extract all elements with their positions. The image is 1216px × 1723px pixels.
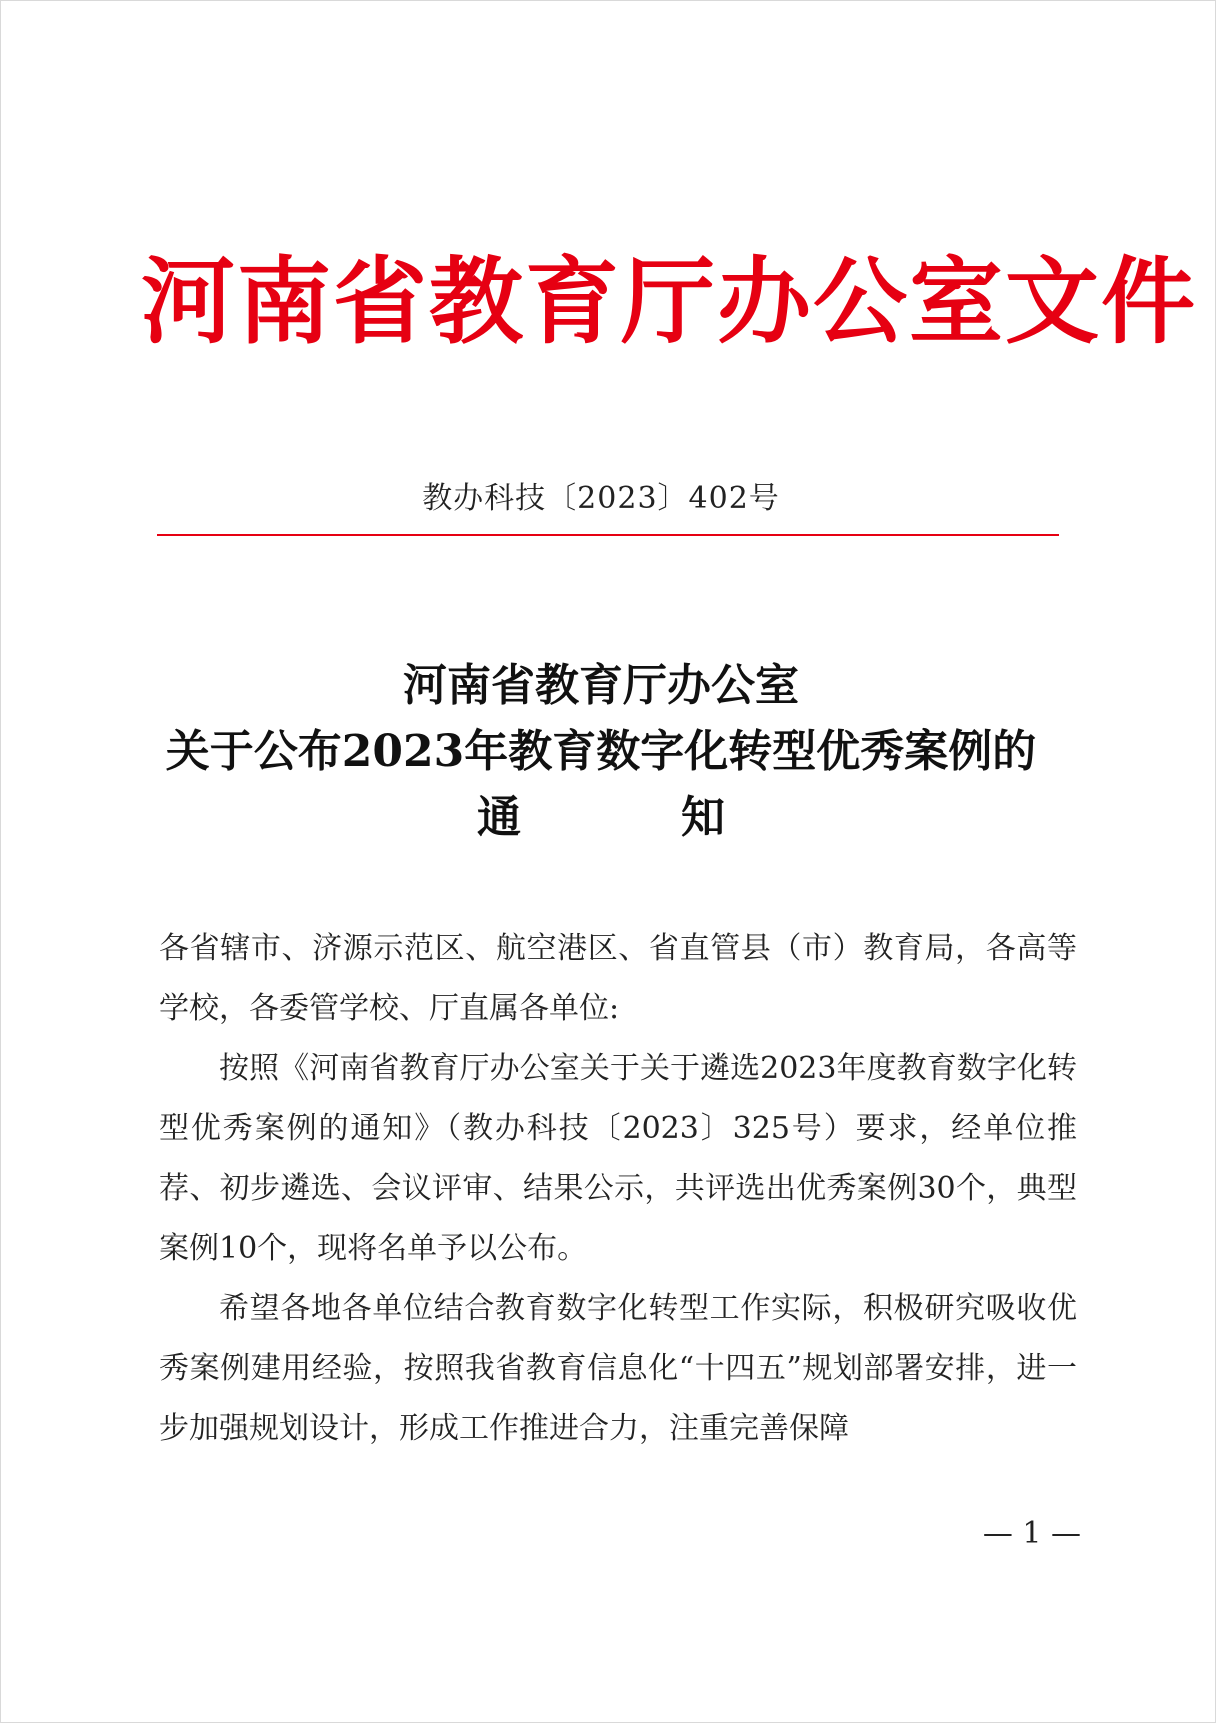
title-notice-char-1: 通 [477, 792, 521, 843]
page-number: — 1 — [982, 1516, 1081, 1551]
notice-body [159, 919, 1077, 1459]
notice-title [141, 653, 1061, 851]
title-line-1: 河南省教育厅办公室 [403, 660, 799, 711]
document-number: 教办科技〔2023〕402号 [422, 481, 780, 516]
masthead-title: 河南省教育厅办公室文件 [141, 247, 1198, 357]
red-divider-rule [157, 534, 1059, 536]
salutation: 各省辖市、济源示范区、航空港区、省直管县（市）教育局，各高等学校，各委管学校、厅直属各单位: [159, 931, 1077, 1026]
title-line-3 [141, 785, 1061, 851]
title-notice-char-2: 知 [681, 792, 725, 843]
body-paragraph-1: 按照《河南省教育厅办公室关于关于遴选2023年度教育数字化转型优秀案例的通知》（教办科技〔2023〕325号）要求，经单位推荐、初步遴选、会议评审、结果公示，共评选出优秀案例30个，典型案例10个，现将名单予以公布。 [159, 1051, 1077, 1266]
title-line-2: 关于公布2023年教育数字化转型优秀案例的 [165, 726, 1037, 777]
body-paragraph-2: 希望各地各单位结合教育数字化转型工作实际，积极研究吸收优秀案例建用经验，按照我省教育信息化“十四五”规划部署安排，进一步加强规划设计，形成工作推进合力，注重完善保障 [159, 1291, 1077, 1446]
